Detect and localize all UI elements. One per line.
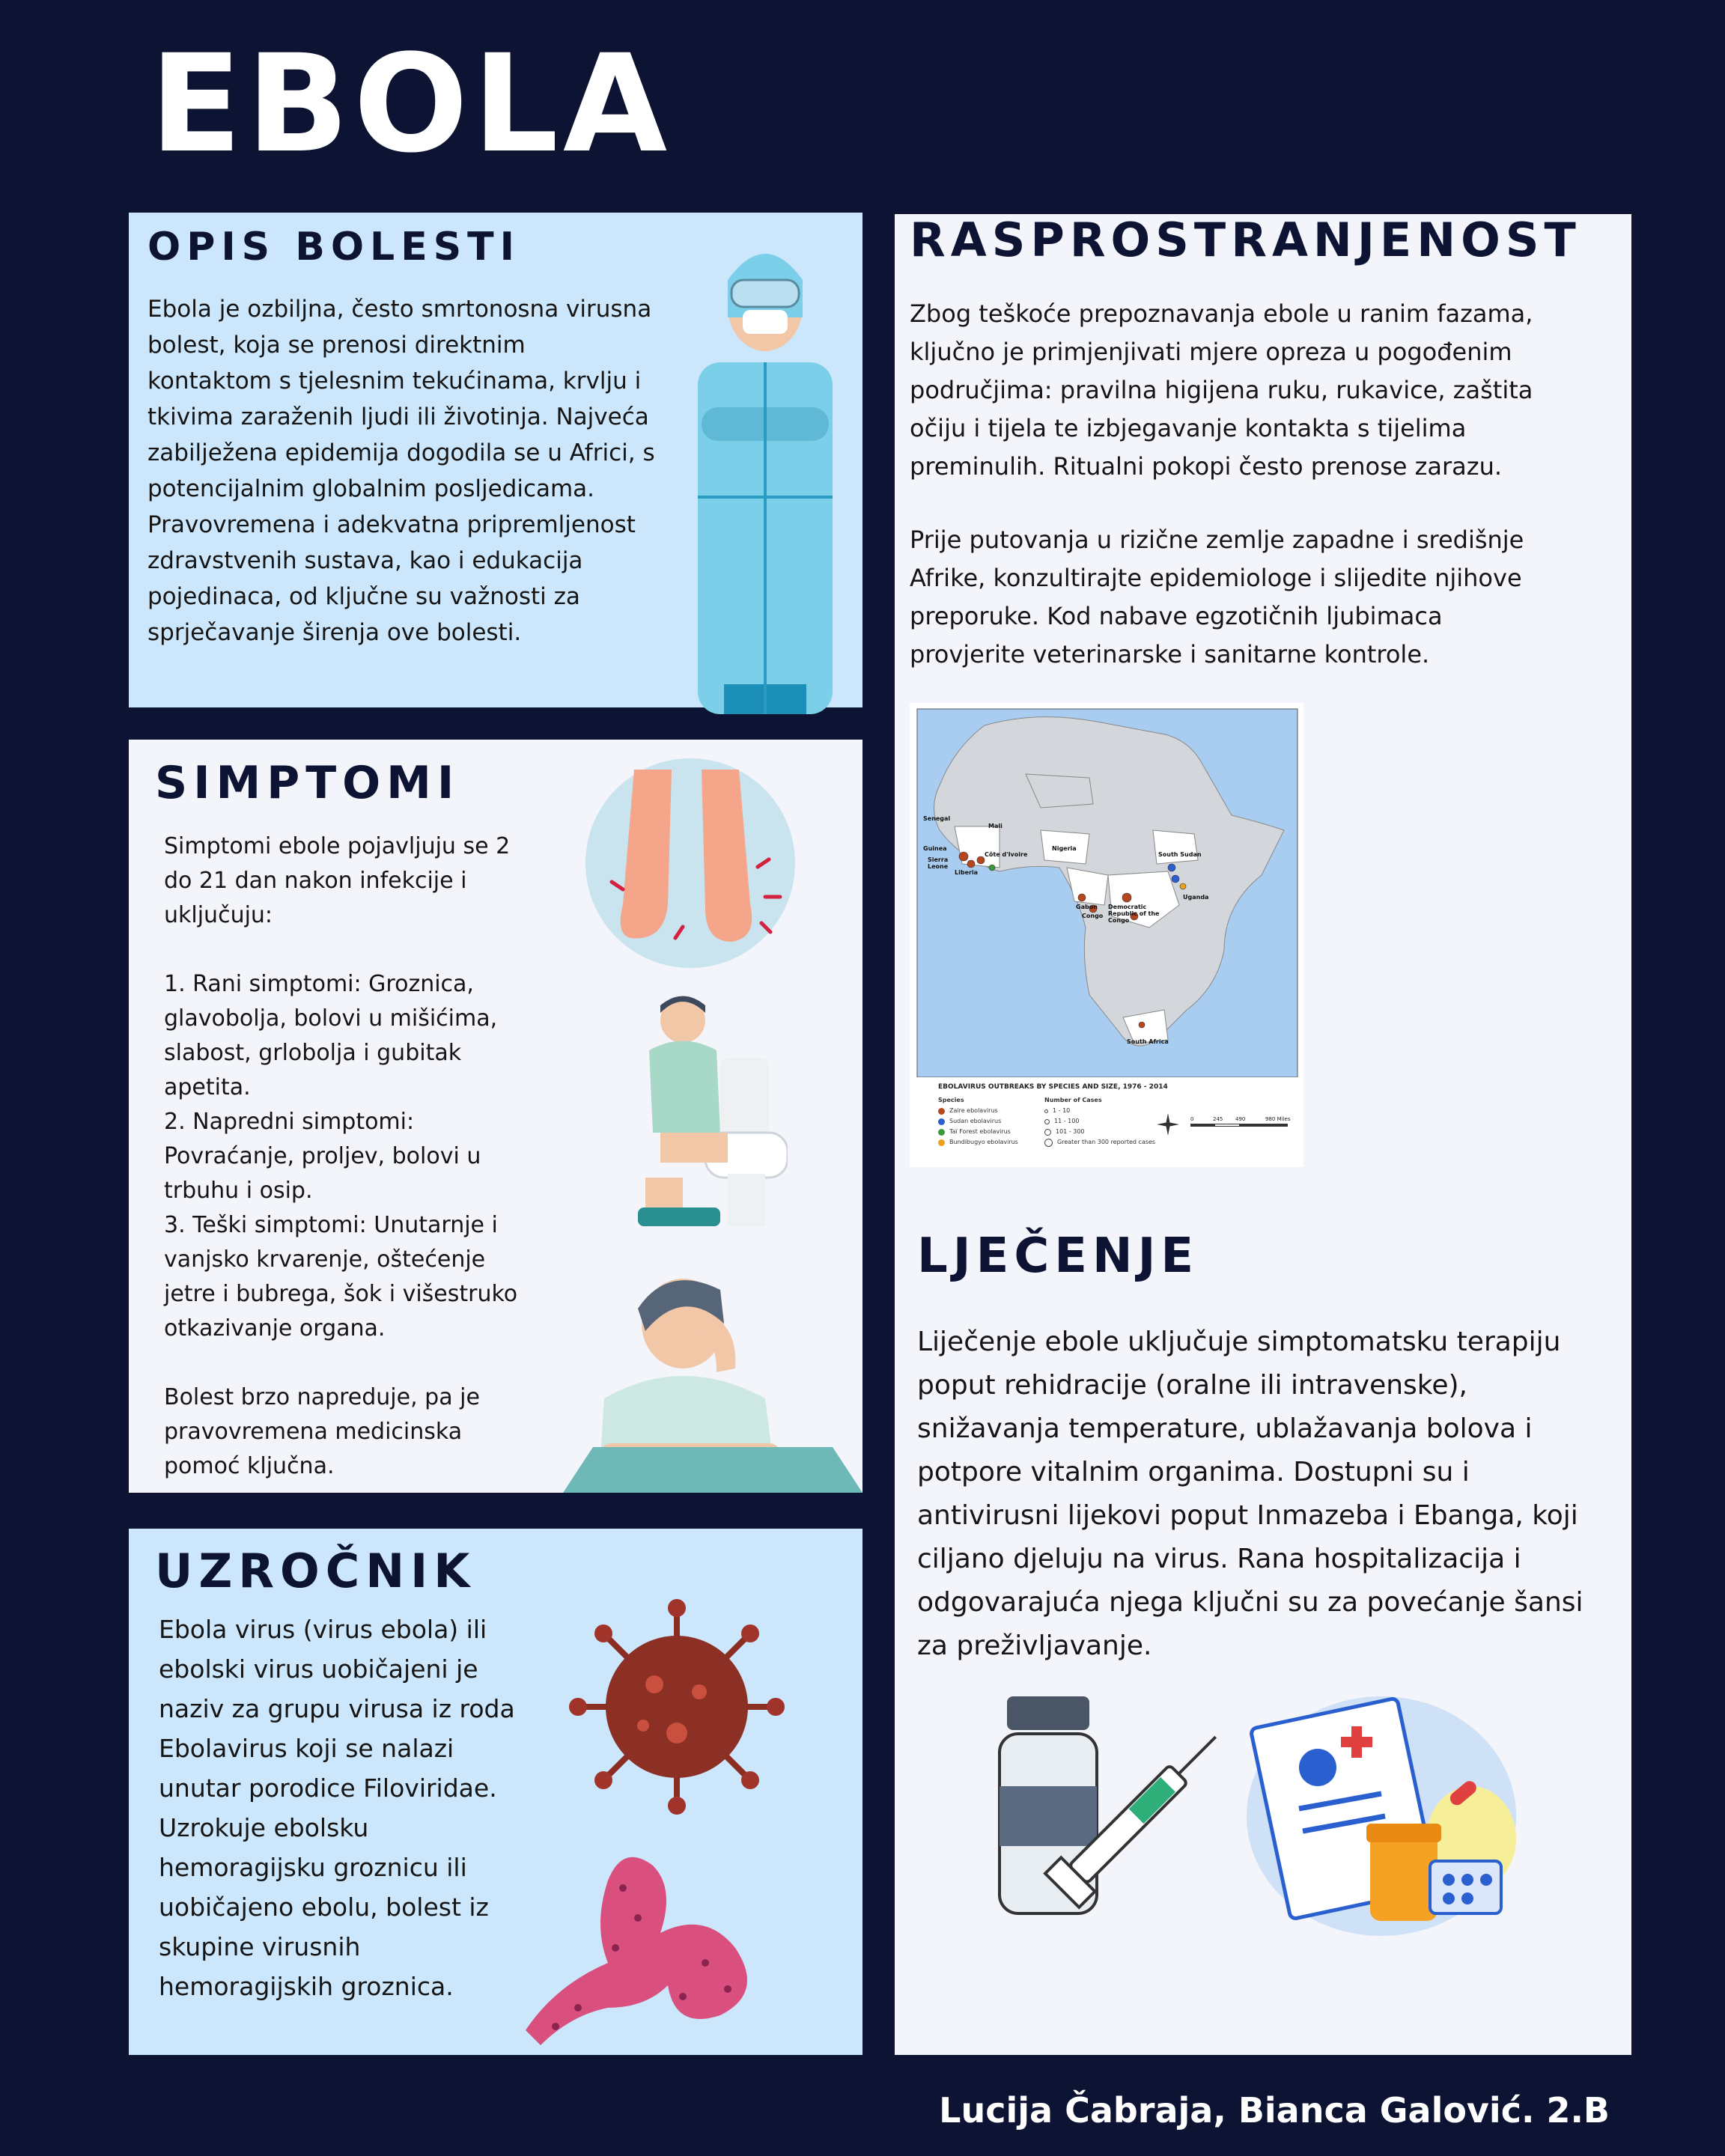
legend-species-row xyxy=(938,1106,1018,1116)
lijecenje-text: Liječenje ebole uključuje simptomatsku terapiju poput rehidracije (oralne ili intravenske), snižavanja temperature, ublažavanja bolova i potpore vitalnim organima. Dostupni su i antivirusni lijekovi poput Inmazeba i Ebanga, koji ciljano djeluju na virus. Rana hospitalizacija i odgovarajuća njega ključni su za povećanje šansi za preživljavanje. xyxy=(917,1327,1583,1661)
scale-label: 980 Miles xyxy=(1265,1116,1291,1122)
legend-cases-label: 11 - 100 xyxy=(1054,1118,1080,1124)
legend-species-label: Sudan ebolavirus xyxy=(949,1118,1002,1124)
map-scale-bar xyxy=(1190,1124,1288,1127)
headache-man-illustration xyxy=(533,1256,862,1493)
legend-cases-label: 1 - 10 xyxy=(1053,1107,1071,1114)
legend-species-header: Species xyxy=(938,1097,964,1103)
nauseous-man-illustration xyxy=(615,990,788,1230)
map-label-drc: Democratic Republic of the Congo xyxy=(1108,904,1160,924)
map-caption: EBOLAVIRUS OUTBREAKS BY SPECIES AND SIZE, 1976 - 2014 xyxy=(938,1083,1168,1091)
page-title: EBOLA xyxy=(150,26,672,183)
legend-species-label: Bundibugyo ebolavirus xyxy=(949,1139,1018,1145)
rasprostranjenost-text-1: Zbog teškoće prepoznavanja ebole u ranim fazama, ključno je primjenjivati mjere opreza u pogođenim područjima: pravilna higijena ruku, rukavice, zaštita očiju i tijela te izbjegavanje kontakta s tijelima preminulih. Ritualni pokopi često prenose zarazu. xyxy=(910,299,1533,481)
map-label-guinea: Guinea xyxy=(923,845,947,852)
simptomi-text: Simptomi ebole pojavljuju se 2 do 21 dan nakon infekcije i uključuju: 1. Rani simptomi: Groznica, glavobolja, bolovi u mišićima, slabost, grlobolja i gubitak apetita. 2. Napredni simptomi: Povraćanje, proljev, bolovi u trbuhu i osip. 3. Teški simptomi: Unutarnje i vanjsko krvarenje, oštećenje jetre i bubrega, šok i višestruko otkazivanje organa. Bolest brzo napreduje, pa je pravovremena medicinska pomoć ključna. xyxy=(164,833,518,1479)
map-label-senegal: Senegal xyxy=(923,815,951,822)
legend-species-row xyxy=(938,1116,1018,1127)
legend-cases-row xyxy=(1044,1116,1155,1127)
legend-cases-row xyxy=(1044,1106,1155,1116)
map-label-uganda: Uganda xyxy=(1183,894,1209,901)
legend-species-label: Taï Forest ebolavirus xyxy=(949,1128,1011,1135)
ebola-virus-illustration xyxy=(511,1836,780,2053)
uzrocnik-panel xyxy=(129,1529,862,2055)
map-label-gabon: Gabon xyxy=(1076,904,1098,910)
legend-species-label: Zaire ebolavirus xyxy=(949,1107,998,1114)
map-label-liberia: Liberia xyxy=(955,869,979,876)
map-label-congo: Congo xyxy=(1082,913,1104,919)
map-legend-species xyxy=(938,1095,1018,1148)
authors-footer: Lucija Čabraja, Bianca Galović. 2.B xyxy=(939,2090,1610,2131)
swollen-feet-illustration xyxy=(582,755,799,972)
map-legend-cases xyxy=(1044,1095,1155,1148)
vaccine-syringe-illustration xyxy=(977,1681,1224,1936)
africa-map-graphic xyxy=(910,703,1303,1077)
opis-bolesti-text: Ebola je ozbiljna, često smrtonosna virusna bolest, koja se prenosi direktnim kontaktom s tjelesnim tekućinama, krvlju i tkivima zaraženih ljudi ili životinja. Najveća zabilježena epidemija dogodila se u Africi, s potencijalnim globalnim posljedicama. Pravovremena i adekvatna pripremljenost zdravstvenih sustava, kao i edukacija pojedinaca, od ključne su važnosti za sprječavanje širenja ove bolesti. xyxy=(147,296,655,646)
outbreak-map xyxy=(910,703,1303,1167)
compass-icon xyxy=(1157,1113,1179,1136)
legend-cases-header: Number of Cases xyxy=(1044,1097,1102,1103)
rasprostranjenost-heading: RASPROSTRANJENOST xyxy=(910,213,1581,267)
legend-cases-row xyxy=(1044,1127,1155,1137)
rasprostranjenost-text-2: Prije putovanja u rizične zemlje zapadne i središnje Afrike, konzultirajte epidemiologe i slijedite njihove preporuke. Kod nabave egzotičnih ljubimaca provjerite veterinarske i sanitarne kontrole. xyxy=(910,526,1524,669)
uzrocnik-text: Ebola virus (virus ebola) ili ebolski virus uobičajeni je naziv za grupu virusa iz roda Ebolavirus koji se nalazi unutar porodice Filoviridae. Uzrokuje ebolsku hemoragijsku groznicu ili uobičajeno ebolu, bolest iz skupine virusnih hemoragijskih groznica. xyxy=(159,1615,515,2001)
scale-label: 0 xyxy=(1190,1116,1194,1122)
map-label-south-africa: South Africa xyxy=(1127,1038,1169,1045)
legend-species-row xyxy=(938,1127,1018,1137)
map-label-cote-divoire: Côte d'Ivoire xyxy=(985,851,1028,858)
simptomi-heading: SIMPTOMI xyxy=(155,757,460,809)
simptomi-panel xyxy=(129,740,862,1493)
map-label-mali: Mali xyxy=(988,823,1003,829)
map-label-south-sudan: South Sudan xyxy=(1158,851,1202,858)
rasprostranjenost-panel xyxy=(895,214,1631,2055)
medical-documents-pills-illustration xyxy=(1239,1681,1524,1943)
map-label-nigeria: Nigeria xyxy=(1052,845,1077,852)
lijecenje-heading: LJEČENJE xyxy=(917,1228,1199,1284)
map-label-sierra-leone: Sierra Leone xyxy=(928,856,949,870)
opis-bolesti-panel xyxy=(129,213,862,707)
legend-cases-row xyxy=(1044,1137,1155,1148)
scale-label: 245 xyxy=(1213,1116,1223,1122)
legend-species-row xyxy=(938,1137,1018,1148)
legend-cases-label: 101 - 300 xyxy=(1056,1128,1085,1135)
coronavirus-particle-illustration xyxy=(565,1595,789,1819)
scale-label: 490 xyxy=(1235,1116,1246,1122)
opis-bolesti-heading: OPIS BOLESTI xyxy=(147,225,520,270)
legend-cases-label: Greater than 300 reported cases xyxy=(1057,1139,1156,1145)
uzrocnik-heading: UZROČNIK xyxy=(155,1544,476,1598)
health-worker-illustration xyxy=(679,235,851,714)
